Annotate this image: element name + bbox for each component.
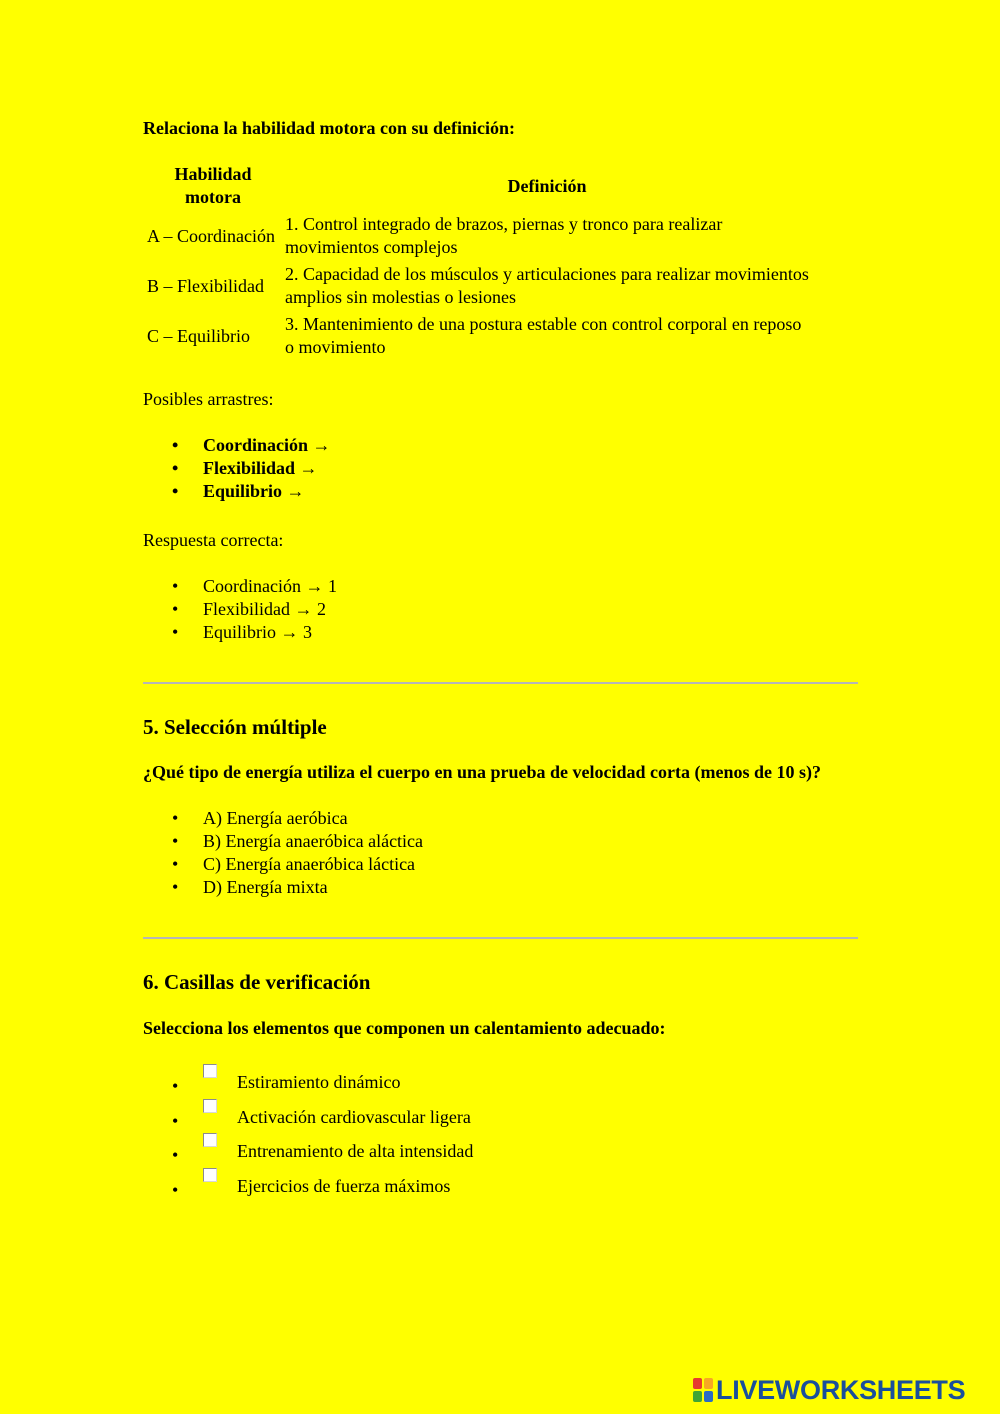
logo-tile-icon [704, 1391, 713, 1402]
table-row [145, 312, 811, 360]
answer-item: • Coordinación → 1 [203, 575, 858, 598]
brand-name: LIVEWORKSHEETS [716, 1375, 966, 1405]
liveworksheets-logo [693, 1376, 965, 1404]
definition-cell: 3. Mantenimiento de una postura estable con control corporal en reposo o movimiento [285, 314, 802, 357]
section-5-options [143, 807, 858, 899]
matching-table-header [145, 162, 811, 210]
definition-cell: 1. Control integrado de brazos, piernas y tronco para realizar movimientos complejos [285, 214, 723, 257]
skill-cell: C – Equilibrio [147, 325, 250, 346]
option-item[interactable]: • B) Energía anaeróbica aláctica [203, 830, 858, 853]
option-item[interactable]: • D) Energía mixta [203, 876, 858, 899]
answer-item: • Equilibrio → 3 [203, 621, 858, 644]
section-divider [143, 682, 858, 684]
checkbox-label: • Activación cardiovascular ligera [237, 1106, 471, 1127]
section-6-title: 6. Casillas de verificación [143, 970, 371, 994]
option-item[interactable]: • A) Energía aeróbica [203, 807, 858, 830]
section-5-question: ¿Qué tipo de energía utiliza el cuerpo en una prueba de velocidad corta (menos de 10 s)? [143, 762, 821, 782]
section-6-checklist [143, 1064, 858, 1202]
section-divider [143, 937, 858, 939]
matching-table [143, 160, 813, 362]
answer-label: Respuesta correcta: [143, 530, 284, 550]
drag-item[interactable]: • Flexibilidad → [203, 457, 858, 480]
logo-tile-icon [693, 1391, 702, 1402]
table-row [145, 262, 811, 310]
drag-item[interactable]: • Equilibrio → [203, 480, 858, 503]
answer-item: • Flexibilidad → 2 [203, 598, 858, 621]
table-row [145, 212, 811, 260]
answer-list [143, 575, 858, 644]
checkbox[interactable] [203, 1099, 217, 1113]
skill-cell: A – Coordinación [147, 225, 275, 246]
worksheet-content [143, 117, 858, 1202]
checkbox-item [203, 1133, 858, 1168]
checkbox[interactable] [203, 1133, 217, 1147]
section-5-title: 5. Selección múltiple [143, 715, 327, 739]
logo-tile-icon [693, 1378, 702, 1389]
drag-list [143, 434, 858, 503]
checkbox-label: • Entrenamiento de alta intensidad [237, 1141, 474, 1161]
checkbox[interactable] [203, 1064, 217, 1078]
definition-cell: 2. Capacidad de los músculos y articulaciones para realizar movimientos amplios sin molestias o lesiones [285, 264, 809, 307]
checkbox-item [203, 1099, 858, 1134]
drag-item[interactable]: • Coordinación → [203, 434, 858, 457]
liveworksheets-logo-icon [693, 1378, 713, 1402]
logo-tile-icon [704, 1378, 713, 1389]
checkbox-label: • Estiramiento dinámico [237, 1072, 401, 1092]
skill-cell: B – Flexibilidad [147, 275, 264, 296]
checkbox-item [203, 1168, 858, 1203]
checkbox-item [203, 1064, 858, 1099]
header-skill: Habilidad motora [174, 164, 252, 207]
matching-instruction: Relaciona la habilidad motora con su definición: [143, 118, 516, 138]
checkbox-label: • Ejercicios de fuerza máximos [237, 1175, 451, 1196]
header-definition: Definición [507, 175, 587, 196]
option-item[interactable]: • C) Energía anaeróbica láctica [203, 853, 858, 876]
drags-label: Posibles arrastres: [143, 389, 274, 409]
section-6-question: Selecciona los elementos que componen un calentamiento adecuado: [143, 1018, 666, 1038]
checkbox[interactable] [203, 1168, 217, 1182]
